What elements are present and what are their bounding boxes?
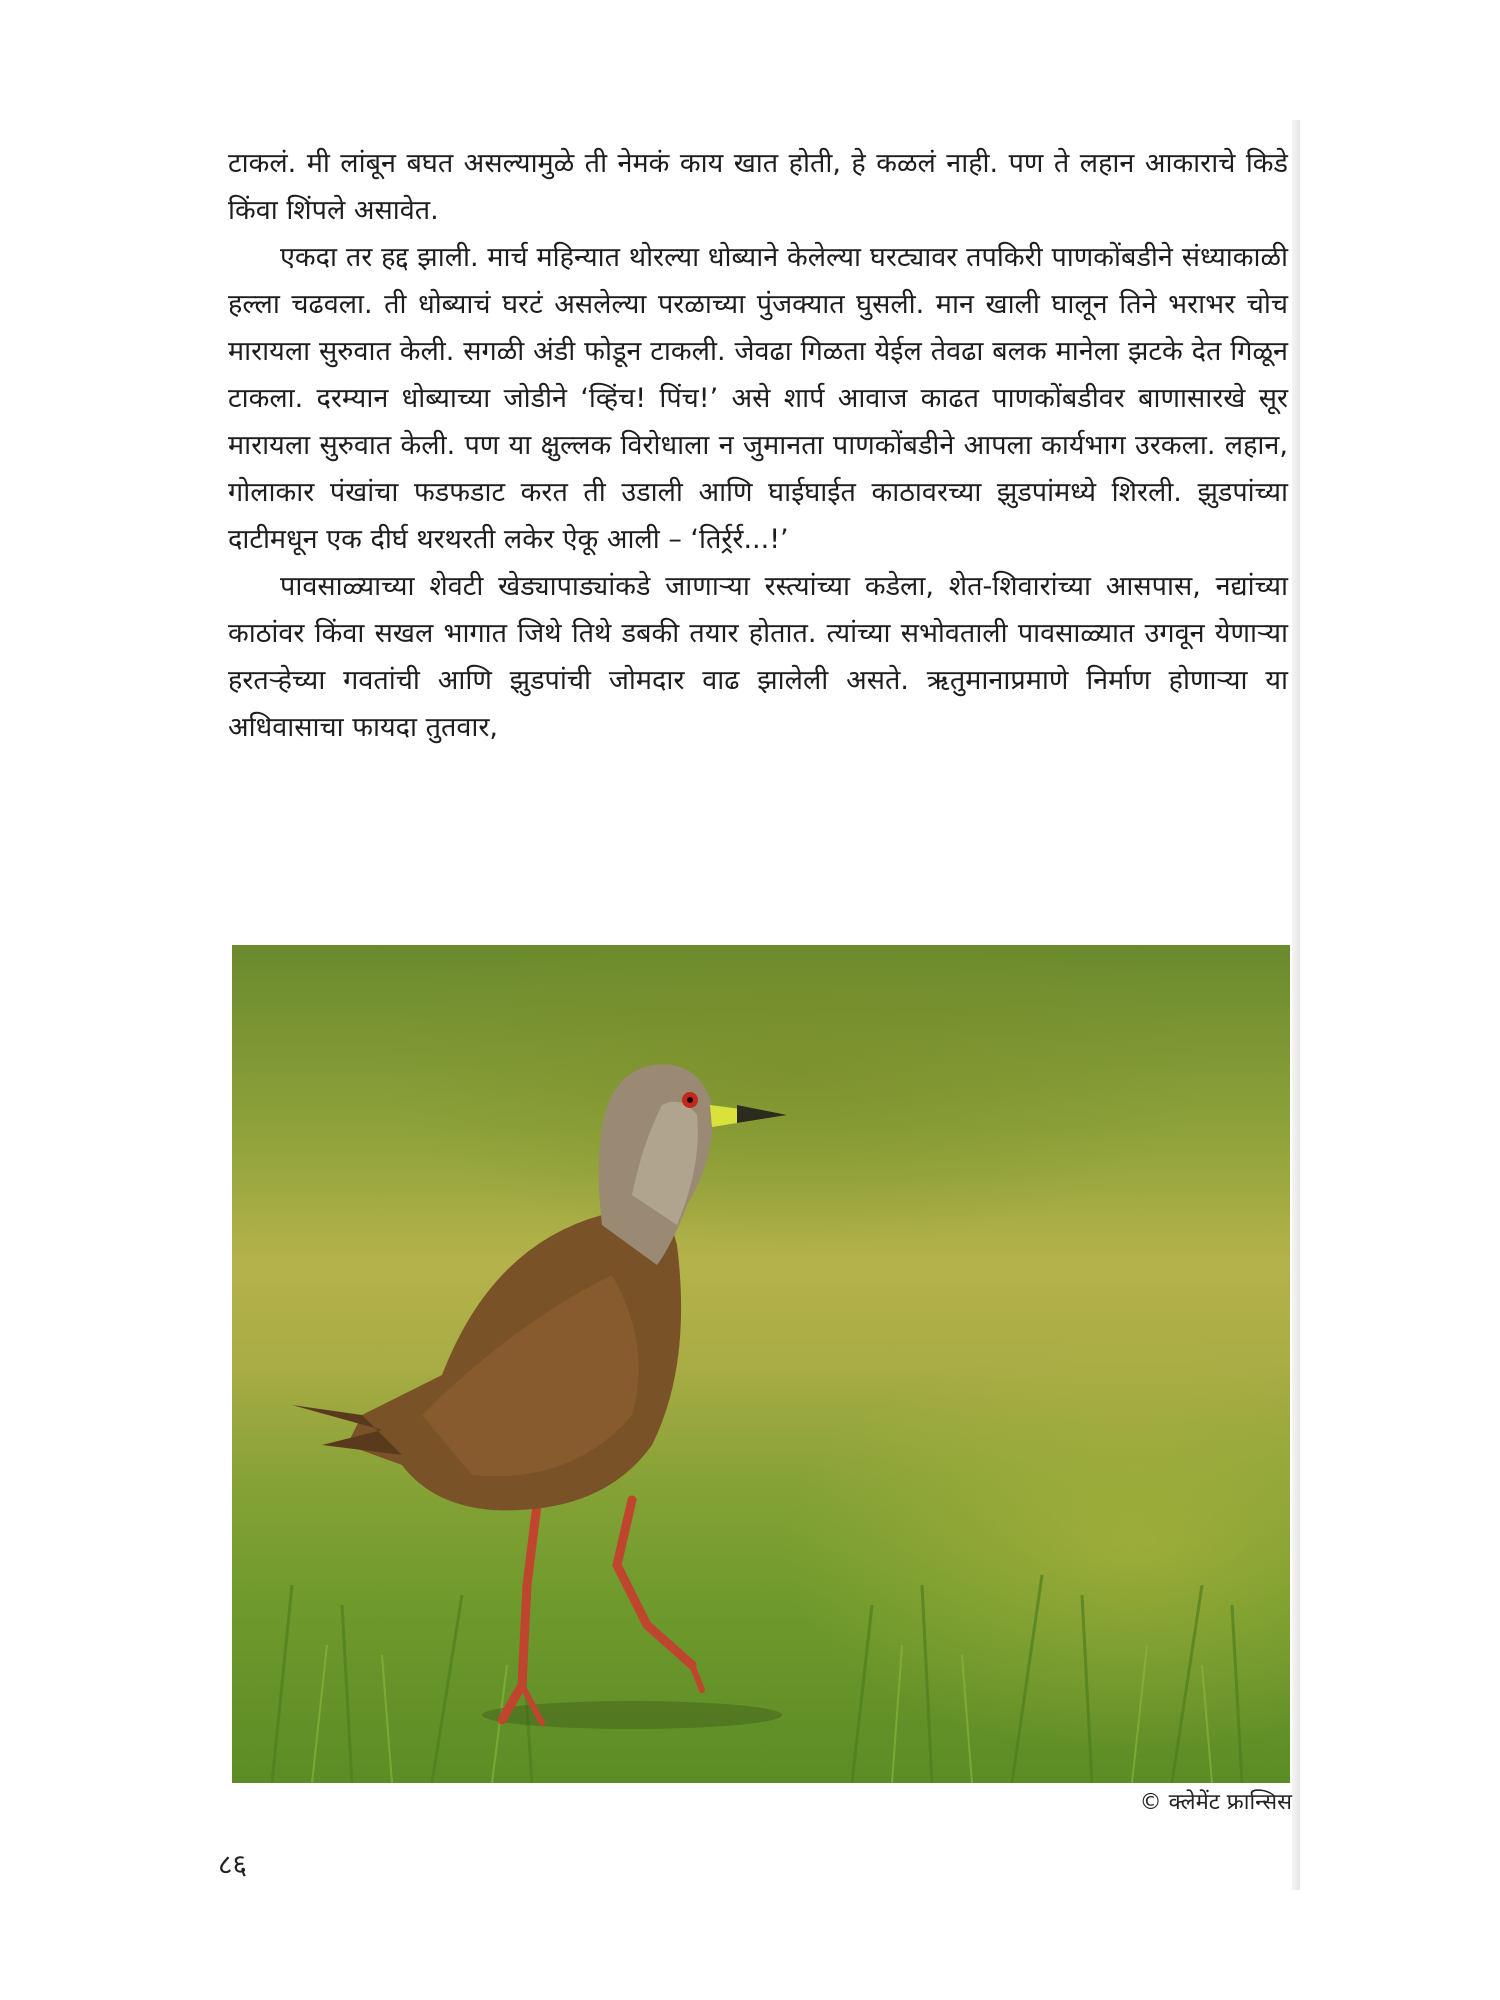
page-number: ८६ <box>218 1848 248 1881</box>
paragraph-2: एकदा तर हद्द झाली. मार्च महिन्यात थोरल्या धोब्याने केलेल्या घरट्यावर तपकिरी पाणकोंबडीने संध्याकाळी हल्ला चढवला. ती धोब्याचं घरटं असलेल्या परळाच्या पुंजक्यात घुसली. मान खाली घालून तिने भराभर चोच मारायला सुरुवात केली. सगळी अंडी फोडून टाकली. जेवढा गिळता येईल तेवढा बलक मानेला झटके देत गिळून टाकला. दरम्यान धोब्याच्या जोडीने ‘व्हिंच! पिंच!’ असे शार्प आवाज काढत पाणकोंबडीवर बाणासारखे सूर मारायला सुरुवात केली. पण या क्षुल्लक विरोधाला न जुमानता पाणकोंबडीने आपला कार्यभाग उरकला. लहान, गोलाकार पंखांचा फडफडाट करत ती उडाली आणि घाईघाईत काठावरच्या झुडपांमध्ये शिरली. झुडपांच्या दाटीमधून एक दीर्घ थरथरती लकेर ऐकू आली – ‘तिर्र्रर्र...!’ <box>228 242 1288 555</box>
photo-credit: © क्लेमेंट फ्रान्सिस <box>1139 1790 1292 1815</box>
paragraph-1: टाकलं. मी लांबून बघत असल्यामुळे ती नेमकं काय खात होती, हे कळलं नाही. पण ते लहान आकाराचे किडे किंवा शिंपले असावेत. <box>228 148 1288 226</box>
bird-photo <box>232 945 1290 1783</box>
page-edge-shadow <box>1292 120 1300 1890</box>
bird-illustration <box>232 945 1290 1783</box>
body-text <box>228 140 1288 751</box>
paragraph-3: पावसाळ्याच्या शेवटी खेड्यापाड्यांकडे जाणाऱ्या रस्त्यांच्या कडेला, शेत-शिवारांच्या आसपास, नद्यांच्या काठांवर किंवा सखल भागात जिथे तिथे डबकी तयार होतात. त्यांच्या सभोवताली पावसाळ्यात उगवून येणाऱ्या हरतऱ्हेच्या गवतांची आणि झुडपांची जोमदार वाढ झालेली असते. ऋतुमानाप्रमाणे निर्माण होणाऱ्या या अधिवासाचा फायदा तुतवार, <box>228 571 1288 743</box>
